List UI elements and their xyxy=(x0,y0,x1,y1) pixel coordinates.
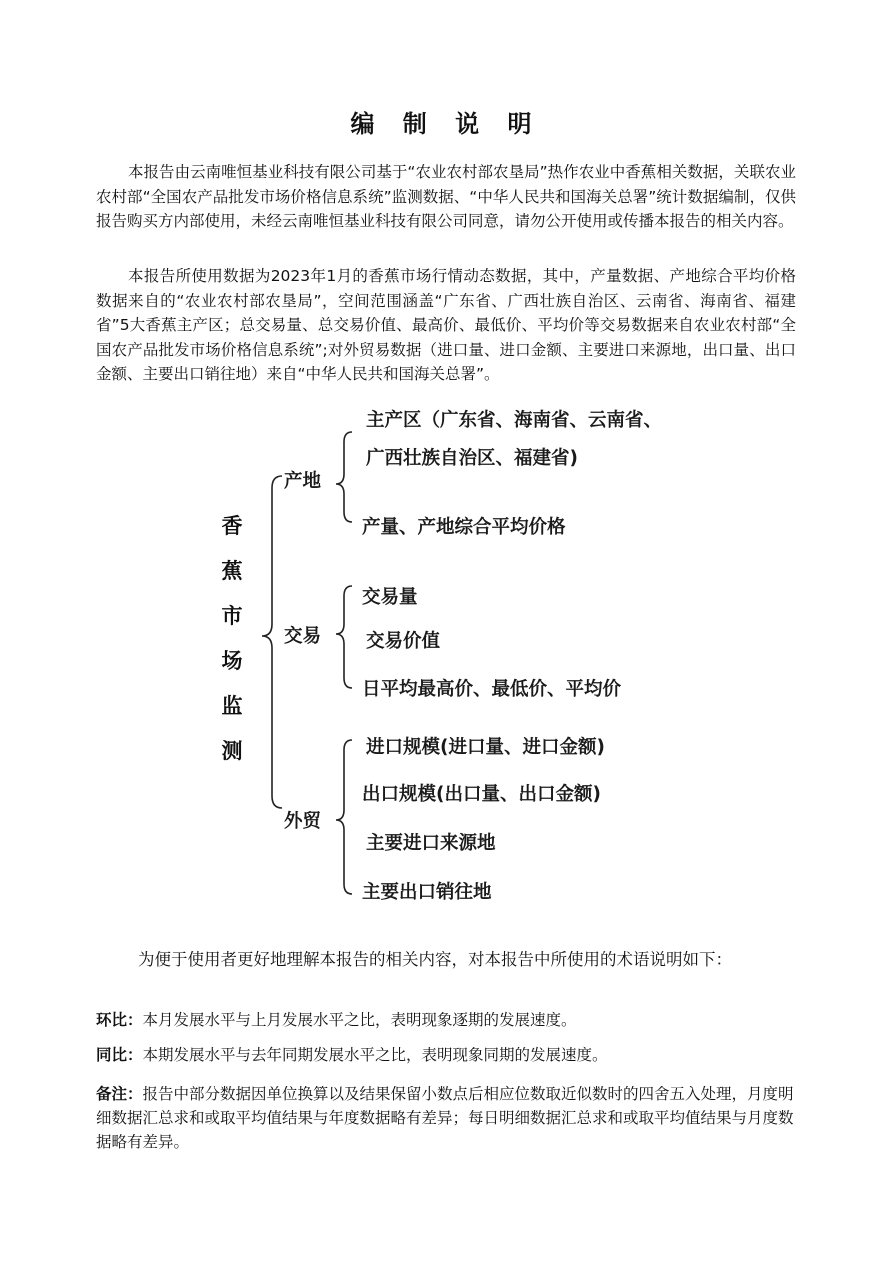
branch-chandi-item: 主产区（广东省、海南省、云南省、 xyxy=(366,410,663,431)
term-label: 备注： xyxy=(96,1085,143,1103)
term-huanbi xyxy=(96,1008,796,1032)
branch-jiaoyi-item: 交易价值 xyxy=(366,631,441,652)
chandi-brace xyxy=(336,432,352,522)
page-title: 编 制 说 明 xyxy=(350,110,542,138)
branch-jiaoyi-item: 日平均最高价、最低价、平均价 xyxy=(362,679,622,700)
branch-chandi-item: 产量、产地综合平均价格 xyxy=(362,517,566,538)
branch-waimao-item: 主要进口来源地 xyxy=(366,833,496,854)
branch-jiaoyi-item: 交易量 xyxy=(362,587,418,608)
banana-market-monitoring-diagram xyxy=(200,396,720,916)
term-beizhu xyxy=(96,1082,796,1154)
root-brace xyxy=(262,476,282,808)
branch-jiaoyi-label: 交易 xyxy=(284,626,322,647)
diagram-root-label: 香 蕉 市 场 监 测 xyxy=(221,514,243,763)
waimao-brace xyxy=(336,740,352,894)
branch-waimao-item: 出口规模(出口量、出口金额) xyxy=(362,784,601,805)
term-label: 环比： xyxy=(96,1011,143,1029)
intro-paragraph-data-scope: 本报告所使用数据为2023年1月的香蕉市场行情动态数据，其中，产量数据、产地综合平均价格数据来自的“农业农村部农垦局”，空间范围涵盖“广东省、广西壮族自治区、云南省、海南省、福建省”5大香蕉主产区；总交易量、总交易价值、最高价、最低价、平均价等交易数据来自农业农村部“全国农产品批发市场价格信息系统”;对外贸易数据（进口量、进口金额、主要进口来源地，出口量、出口金额、主要出口销往地）来自“中华人民共和国海关总署”。 xyxy=(96,267,796,383)
branch-waimao-label: 外贸 xyxy=(284,811,322,832)
branch-waimao-item: 进口规模(进口量、进口金额) xyxy=(366,737,605,758)
terms-intro: 为便于使用者更好地理解本报告的相关内容，对本报告中所使用的术语说明如下： xyxy=(138,950,732,969)
term-text: 本月发展水平与上月发展水平之比，表明现象逐期的发展速度。 xyxy=(142,1011,577,1029)
term-text: 报告中部分数据因单位换算以及结果保留小数点后相应位数取近似数时的四舍五入处理，月度明细数据汇总求和或取平均值结果与年度数据略有差异；每日明细数据汇总求和或取平均值结果与月度数据略有差异。 xyxy=(96,1085,794,1151)
term-label: 同比： xyxy=(96,1046,143,1064)
branch-waimao-item: 主要出口销往地 xyxy=(362,882,492,903)
jiaoyi-brace xyxy=(336,586,352,688)
intro-paragraph-source: 本报告由云南唯恒基业科技有限公司基于“农业农村部农垦局”热作农业中香蕉相关数据，关联农业农村部“全国农产品批发市场价格信息系统”监测数据、“中华人民共和国海关总署”统计数据编制，仅供报告购买方内部使用，未经云南唯恒基业科技有限公司同意，请勿公开使用或传播本报告的相关内容。 xyxy=(96,163,796,230)
term-text: 本期发展水平与去年同期发展水平之比，表明现象同期的发展速度。 xyxy=(142,1046,608,1064)
branch-chandi-item: 广西壮族自治区、福建省) xyxy=(366,448,578,469)
term-tongbi xyxy=(96,1043,796,1067)
branch-chandi-label: 产地 xyxy=(284,471,322,492)
